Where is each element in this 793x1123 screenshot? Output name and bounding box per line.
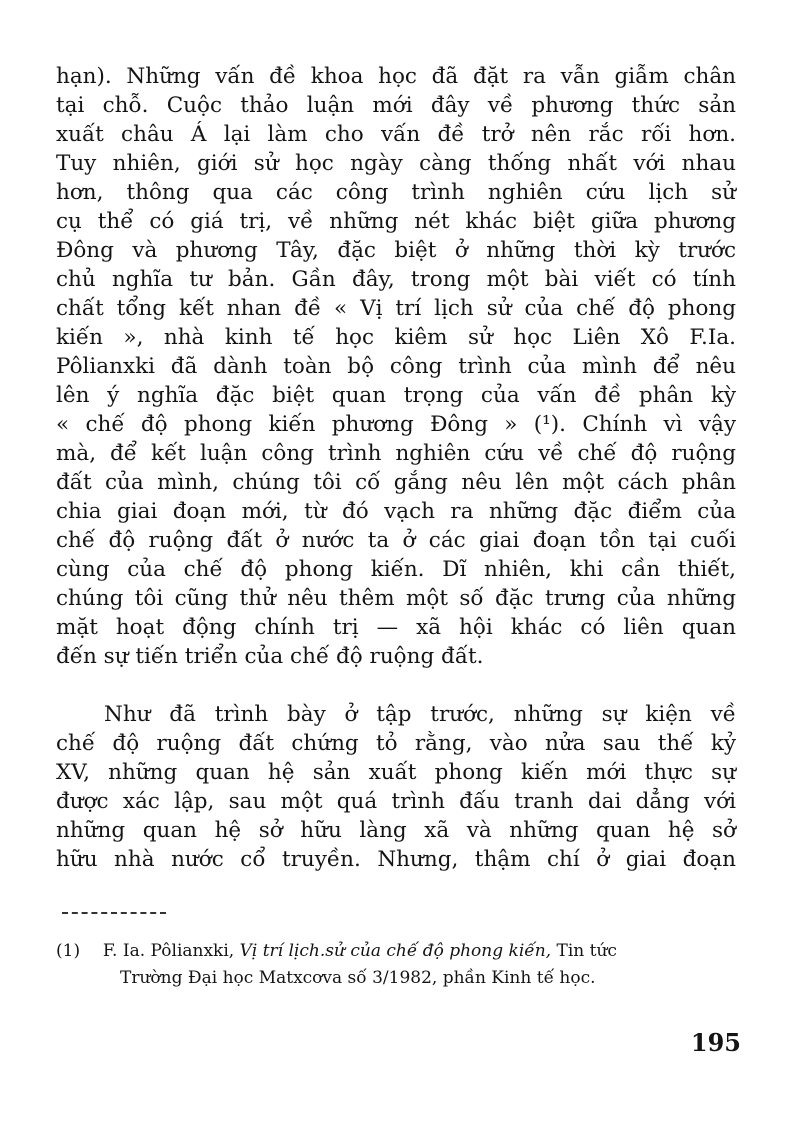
text-line: hơn, thông qua các công trình nghiên cứu lịch sử — [56, 180, 736, 205]
page-number: 195 — [690, 1028, 741, 1057]
text-line: tại chỗ. Cuộc thảo luận mới đây về phương thức sản — [56, 93, 736, 118]
text-line: chất tổng kết nhan đề « Vị trí lịch sử của chế độ phong — [56, 296, 736, 321]
text-line: Pôlianxki đã dành toàn bộ công trình của mình để nêu — [56, 354, 736, 379]
text-line: lên ý nghĩa đặc biệt quan trọng của vấn đề phân kỳ — [56, 383, 736, 408]
text-line: hạn). Những vấn đề khoa học đã đặt ra vẫn giẫm chân — [56, 64, 736, 89]
text-line: hữu nhà nước cổ truyền. Nhưng, thậm chí ở giai đoạn — [56, 847, 736, 872]
footnote-title: Vị trí lịch.sử của chế độ phong kiến, — [239, 941, 552, 961]
text-line: đất của mình, chúng tôi cố gắng nêu lên một cách phân — [56, 470, 736, 495]
text-line: mặt hoạt động chính trị — xã hội khác có liên quan — [56, 615, 736, 640]
text-line: « chế độ phong kiến phương Đông » (¹). Chính vì vậy — [56, 412, 736, 437]
text-line: chế độ ruộng đất chứng tỏ rằng, vào nửa sau thế kỷ — [56, 731, 736, 756]
footnote-author: F. Ia. Pôlianxki, — [102, 941, 235, 961]
text-line: chia giai đoạn mới, từ đó vạch ra những đặc điểm của — [56, 499, 736, 524]
footnote-source: Tin tức — [556, 941, 617, 961]
text-line: được xác lập, sau một quá trình đấu tranh dai dẳng với — [56, 789, 736, 814]
text-line: mà, để kết luận công trình nghiên cứu về chế độ ruộng — [56, 441, 736, 466]
text-line: kiến », nhà kinh tế học kiêm sử học Liên Xô F.Ia. — [56, 325, 736, 350]
text-line: chế độ ruộng đất ở nước ta ở các giai đoạn tồn tại cuối — [56, 528, 736, 553]
footnote-divider — [62, 912, 166, 914]
text-line: chủ nghĩa tư bản. Gần đây, trong một bài viết có tính — [56, 267, 736, 292]
footnote-marker: (1) — [56, 941, 81, 961]
text-line: XV, những quan hệ sản xuất phong kiến mới thực sự — [56, 760, 736, 785]
text-line: Đông và phương Tây, đặc biệt ở những thời kỳ trước — [56, 238, 736, 263]
text-line: Như đã trình bày ở tập trước, những sự kiện về — [104, 702, 736, 727]
text-line: cụ thể có giá trị, về những nét khác biệt giữa phương — [56, 209, 736, 234]
footnote-line-2: Trường Đại học Matxcơva số 3/1982, phần Kinh tế học. — [120, 968, 596, 988]
text-line: cùng của chế độ phong kiến. Dĩ nhiên, khi cần thiết, — [56, 557, 736, 582]
text-line: những quan hệ sở hữu làng xã và những quan hệ sở — [56, 818, 736, 843]
text-line: chúng tôi cũng thử nêu thêm một số đặc trưng của những — [56, 586, 736, 611]
footnote-line-1 — [56, 939, 617, 963]
text-line: Tuy nhiên, giới sử học ngày càng thống nhất với nhau — [56, 151, 736, 176]
text-line: đến sự tiến triển của chế độ ruộng đất. — [56, 644, 484, 669]
text-line: xuất châu Á lại làm cho vấn đề trở nên rắc rối hơn. — [56, 122, 736, 147]
